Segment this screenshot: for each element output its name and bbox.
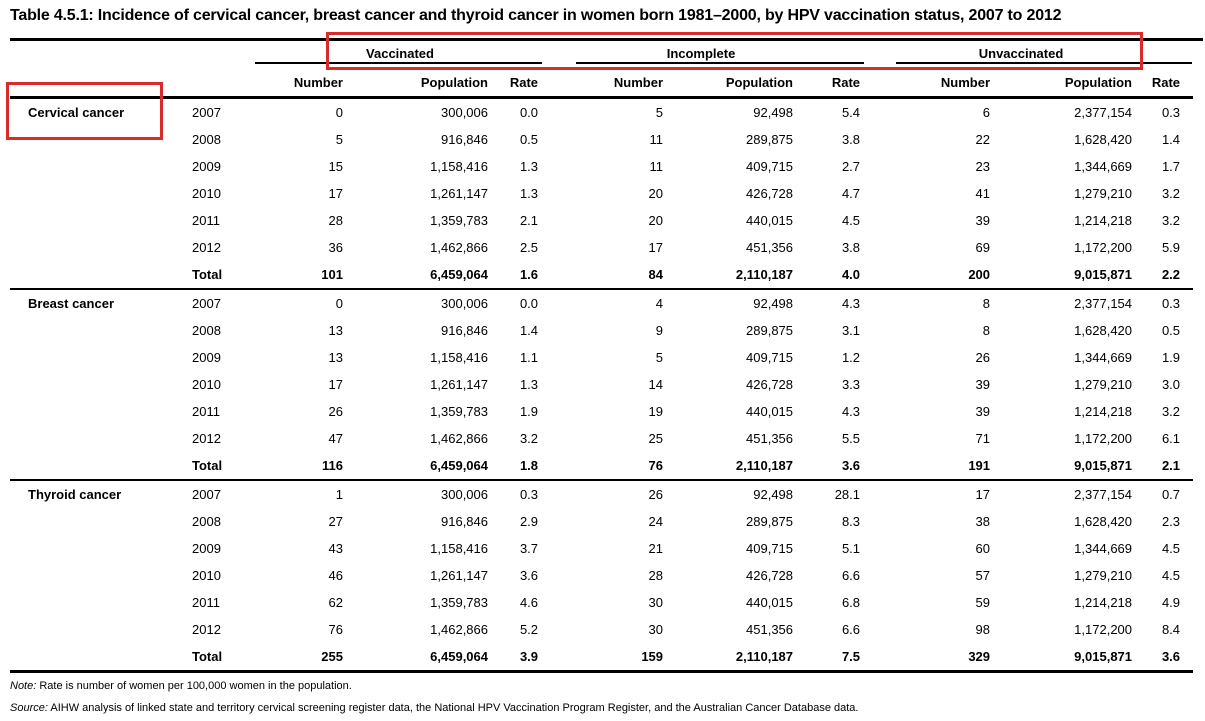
value-cell: 426,728 <box>746 568 794 583</box>
value-cell: 440,015 <box>746 595 794 610</box>
value-cell: 440,015 <box>746 213 794 228</box>
value-cell: 1.9 <box>519 404 539 419</box>
table-row <box>10 317 1193 344</box>
group-header-spacer <box>10 42 260 64</box>
value-cell: 5.4 <box>841 105 861 120</box>
value-cell: 0 <box>260 289 345 317</box>
col-header-vaccinated-number: Number <box>260 64 345 98</box>
incidence-table <box>10 42 1193 673</box>
table-row <box>10 562 1193 589</box>
value-cell: 7.5 <box>795 643 862 672</box>
section-label-cell <box>10 371 165 398</box>
value-cell: 1.8 <box>519 458 539 473</box>
value-cell: 3.6 <box>1134 643 1193 672</box>
value-cell: 1,359,783 <box>430 404 488 419</box>
value-cell: 76 <box>328 622 343 637</box>
period-cell: 2012 <box>192 431 221 446</box>
period-cell: 2012 <box>192 622 221 637</box>
table-row <box>10 452 1193 480</box>
value-cell: 6 <box>982 105 991 120</box>
value-cell: 0.3 <box>490 480 540 508</box>
value-cell: 4.6 <box>519 595 539 610</box>
table-row <box>10 289 1193 317</box>
section-label-cell <box>10 589 165 616</box>
value-cell: 451,356 <box>746 431 794 446</box>
section-label-cell <box>10 643 165 672</box>
value-cell: 5 <box>655 350 664 365</box>
value-cell: 20 <box>648 186 664 201</box>
col-header-incomplete-rate: Rate <box>795 64 862 98</box>
value-cell: 409,715 <box>746 159 794 174</box>
value-cell: 4.0 <box>841 267 861 282</box>
table-row <box>10 371 1193 398</box>
period-cell: 2007 <box>165 480 260 508</box>
value-cell: 1,172,200 <box>1074 240 1133 255</box>
value-cell: 5.9 <box>1161 240 1181 255</box>
period-cell: Total <box>192 458 223 473</box>
value-cell: 1,261,147 <box>430 568 488 583</box>
value-cell: 28 <box>648 568 664 583</box>
period-cell: 2010 <box>192 186 221 201</box>
value-cell: 255 <box>260 643 345 672</box>
value-cell: 1,214,218 <box>1074 595 1133 610</box>
note-text: Rate is number of women per 100,000 women in the population. <box>36 680 352 692</box>
value-cell: 1,214,218 <box>1074 213 1133 228</box>
value-cell: 451,356 <box>746 622 794 637</box>
value-cell: 1.4 <box>519 323 539 338</box>
table-row <box>10 126 1193 153</box>
section-label-cell <box>10 234 165 261</box>
period-cell: 2009 <box>192 541 221 556</box>
value-cell: 3.3 <box>841 377 861 392</box>
value-cell: 3.2 <box>1161 213 1181 228</box>
period-cell: Total <box>192 267 223 282</box>
annotation-box-group-headers <box>326 32 1143 70</box>
table-row <box>10 234 1193 261</box>
value-cell: 3.6 <box>519 568 539 583</box>
value-cell: 2,110,187 <box>665 643 795 672</box>
value-cell: 9,015,871 <box>992 643 1134 672</box>
value-cell: 1,279,210 <box>1074 568 1133 583</box>
table-title: Table 4.5.1: Incidence of cervical cancer, breast cancer and thyroid cancer in women born 1981–2000, by HPV vaccination status, 2007 to 2012 <box>10 7 1062 24</box>
period-cell: 2008 <box>192 514 221 529</box>
value-cell: 1.3 <box>519 377 539 392</box>
value-cell: 5 <box>335 132 343 147</box>
value-cell: 98 <box>975 622 991 637</box>
table-row <box>10 98 1193 127</box>
section-label-cell <box>10 207 165 234</box>
value-cell: 3.2 <box>1161 186 1181 201</box>
value-cell: 60 <box>975 541 991 556</box>
period-cell: 2010 <box>192 568 221 583</box>
source-text: AIHW analysis of linked state and territory cervical screening register data, the National HPV Vaccination Program Register, and the Australian Cancer Database data. <box>47 702 859 714</box>
period-cell: 2011 <box>192 404 220 419</box>
value-cell: 11 <box>649 159 664 174</box>
value-cell: 200 <box>968 267 991 282</box>
value-cell: 6,459,064 <box>430 458 488 473</box>
value-cell: 5 <box>655 105 664 120</box>
group-header-unvaccinated: Unvaccinated <box>978 45 1064 61</box>
table-row <box>10 153 1193 180</box>
value-cell: 4.5 <box>1161 541 1181 556</box>
value-cell: 2.7 <box>841 159 861 174</box>
value-cell: 69 <box>975 240 991 255</box>
value-cell: 3.9 <box>490 643 540 672</box>
value-cell: 1,344,669 <box>1074 541 1133 556</box>
group-header-incomplete: Incomplete <box>666 45 736 61</box>
value-cell: 4.9 <box>1161 595 1181 610</box>
value-cell: 36 <box>328 240 343 255</box>
value-cell: 15 <box>328 159 343 174</box>
value-cell: 289,875 <box>746 514 794 529</box>
value-cell: 1,359,783 <box>430 595 488 610</box>
table-row <box>10 207 1193 234</box>
col-header-vaccinated-population: Population <box>345 64 490 98</box>
value-cell: 3.8 <box>841 240 861 255</box>
value-cell: 26 <box>975 350 991 365</box>
table-row <box>10 425 1193 452</box>
note-line <box>10 680 352 692</box>
value-cell: 84 <box>648 267 664 282</box>
value-cell: 30 <box>648 595 664 610</box>
period-cell: 2009 <box>192 350 221 365</box>
value-cell: 2,377,154 <box>992 480 1134 508</box>
value-cell: 1,344,669 <box>1074 159 1133 174</box>
value-cell: 1.6 <box>519 267 539 282</box>
value-cell: 0.0 <box>519 105 539 120</box>
value-cell: 0 <box>335 105 343 120</box>
section-label-cell <box>10 616 165 643</box>
table-row <box>10 535 1193 562</box>
value-cell: 38 <box>975 514 991 529</box>
value-cell: 101 <box>321 267 343 282</box>
value-cell: 6,459,064 <box>345 643 490 672</box>
value-cell: 76 <box>648 458 664 473</box>
value-cell: 27 <box>328 514 343 529</box>
value-cell: 1,214,218 <box>1074 404 1133 419</box>
value-cell: 409,715 <box>746 350 794 365</box>
value-cell: 9,015,871 <box>1074 267 1133 282</box>
value-cell: 1,628,420 <box>1074 323 1133 338</box>
value-cell: 17 <box>648 240 664 255</box>
value-cell: 1.3 <box>519 186 539 201</box>
value-cell: 59 <box>975 595 991 610</box>
value-cell: 3.2 <box>1161 404 1181 419</box>
period-cell: 2011 <box>192 213 220 228</box>
value-cell: 3.2 <box>519 431 539 446</box>
section-label-cell <box>10 398 165 425</box>
value-cell: 1.3 <box>519 159 539 174</box>
table-row <box>10 398 1193 425</box>
period-cell: 2007 <box>192 105 221 120</box>
value-cell: 9,015,871 <box>1074 458 1133 473</box>
section-label-cell <box>10 452 165 480</box>
value-cell: 2.2 <box>1161 267 1181 282</box>
value-cell: 1,279,210 <box>1074 186 1133 201</box>
value-cell: 1,359,783 <box>430 213 488 228</box>
period-cell: Total <box>165 643 260 672</box>
value-cell: 300,006 <box>345 289 490 317</box>
value-cell: 4 <box>540 289 665 317</box>
value-cell: 5.5 <box>841 431 861 446</box>
value-cell: 451,356 <box>746 240 794 255</box>
value-cell: 41 <box>975 186 991 201</box>
value-cell: 20 <box>648 213 664 228</box>
value-cell: 159 <box>540 643 665 672</box>
value-cell: 1,628,420 <box>1074 514 1133 529</box>
value-cell: 2.9 <box>519 514 539 529</box>
value-cell: 916,846 <box>441 323 488 338</box>
value-cell: 28 <box>328 213 343 228</box>
value-cell: 1.1 <box>519 350 539 365</box>
value-cell: 1.9 <box>1161 350 1181 365</box>
value-cell: 9 <box>655 323 664 338</box>
value-cell: 26 <box>540 480 665 508</box>
value-cell: 1,158,416 <box>430 541 488 556</box>
value-cell: 1,158,416 <box>430 159 488 174</box>
value-cell: 916,846 <box>441 514 488 529</box>
value-cell: 8.3 <box>841 514 861 529</box>
value-cell: 0.0 <box>490 289 540 317</box>
period-cell: 2009 <box>192 159 221 174</box>
value-cell: 2,110,187 <box>735 458 794 473</box>
value-cell: 116 <box>322 458 343 473</box>
value-cell: 1.7 <box>1161 159 1181 174</box>
section-label-cell: Breast cancer <box>10 289 165 317</box>
value-cell: 329 <box>862 643 992 672</box>
value-cell: 30 <box>648 622 664 637</box>
period-cell: 2011 <box>192 595 220 610</box>
value-cell: 289,875 <box>746 132 794 147</box>
value-cell: 3.1 <box>841 323 861 338</box>
period-cell: 2007 <box>165 289 260 317</box>
value-cell: 2,377,154 <box>992 289 1134 317</box>
value-cell: 916,846 <box>441 132 488 147</box>
value-cell: 1,462,866 <box>430 240 488 255</box>
value-cell: 1,261,147 <box>430 377 488 392</box>
period-cell: 2012 <box>192 240 221 255</box>
value-cell: 1,462,866 <box>430 622 488 637</box>
value-cell: 14 <box>648 377 664 392</box>
value-cell: 1,628,420 <box>1074 132 1133 147</box>
value-cell: 17 <box>328 377 343 392</box>
value-cell: 25 <box>648 431 664 446</box>
value-cell: 13 <box>328 323 343 338</box>
value-cell: 1,344,669 <box>1074 350 1133 365</box>
table-row <box>10 508 1193 535</box>
value-cell: 6,459,064 <box>430 267 488 282</box>
value-cell: 2,110,187 <box>735 267 794 282</box>
value-cell: 19 <box>648 404 664 419</box>
group-header-vaccinated: Vaccinated <box>366 45 434 61</box>
value-cell: 22 <box>975 132 991 147</box>
value-cell: 47 <box>328 431 343 446</box>
table-row <box>10 643 1193 672</box>
value-cell: 3.0 <box>1161 377 1181 392</box>
value-cell: 6.8 <box>841 595 861 610</box>
table-row <box>10 261 1193 289</box>
value-cell: 4.7 <box>841 186 861 201</box>
value-cell: 1,462,866 <box>430 431 488 446</box>
value-cell: 92,498 <box>665 289 795 317</box>
value-cell: 28.1 <box>795 480 862 508</box>
value-cell: 71 <box>975 431 991 446</box>
value-cell: 8 <box>862 289 992 317</box>
value-cell: 1,158,416 <box>430 350 488 365</box>
period-cell: 2010 <box>192 377 221 392</box>
value-cell: 6.1 <box>1161 431 1181 446</box>
section-label-cell <box>10 317 165 344</box>
value-cell: 2.1 <box>519 213 539 228</box>
value-cell: 426,728 <box>746 186 794 201</box>
table-row <box>10 480 1193 508</box>
value-cell: 17 <box>328 186 343 201</box>
col-header-unvaccinated-population: Population <box>992 64 1134 98</box>
value-cell: 24 <box>648 514 664 529</box>
value-cell: 3.8 <box>841 132 861 147</box>
value-cell: 39 <box>975 213 991 228</box>
value-cell: 440,015 <box>746 404 794 419</box>
value-cell: 13 <box>328 350 343 365</box>
value-cell: 5.2 <box>519 622 539 637</box>
value-cell: 26 <box>328 404 343 419</box>
value-cell: 426,728 <box>746 377 794 392</box>
value-cell: 1,172,200 <box>1074 622 1133 637</box>
value-cell: 62 <box>328 595 343 610</box>
value-cell: 3.7 <box>519 541 539 556</box>
note-label: Note: <box>10 680 37 692</box>
value-cell: 39 <box>975 404 991 419</box>
section-label-cell <box>10 535 165 562</box>
value-cell: 4.5 <box>841 213 861 228</box>
value-cell: 2.1 <box>1161 458 1181 473</box>
value-cell: 23 <box>975 159 991 174</box>
section-label-cell <box>10 261 165 289</box>
col-header-unvaccinated-rate: Rate <box>1134 64 1193 98</box>
value-cell: 4.5 <box>1161 568 1181 583</box>
source-label: Source: <box>10 702 48 714</box>
col-header-incomplete-population: Population <box>665 64 795 98</box>
value-cell: 1 <box>260 480 345 508</box>
annotation-box-cervical-cancer <box>6 82 163 140</box>
section-label-cell <box>10 508 165 535</box>
value-cell: 17 <box>862 480 992 508</box>
value-cell: 1,261,147 <box>430 186 488 201</box>
value-cell: 2.3 <box>1161 514 1181 529</box>
value-cell: 2,377,154 <box>1074 105 1133 120</box>
col-header-unvaccinated-number: Number <box>862 64 992 98</box>
value-cell: 289,875 <box>746 323 794 338</box>
source-line <box>10 702 858 714</box>
value-cell: 1,279,210 <box>1074 377 1133 392</box>
value-cell: 43 <box>328 541 343 556</box>
col-header-incomplete-number: Number <box>540 64 665 98</box>
period-cell: 2008 <box>192 323 221 338</box>
value-cell: 191 <box>968 458 991 473</box>
table-row <box>10 589 1193 616</box>
section-label-cell <box>10 180 165 207</box>
table-row <box>10 616 1193 643</box>
value-cell: 39 <box>975 377 991 392</box>
table-row <box>10 344 1193 371</box>
section-label-cell <box>10 344 165 371</box>
value-cell: 6.6 <box>841 622 861 637</box>
value-cell: 5.1 <box>841 541 861 556</box>
value-cell: 1.2 <box>841 350 861 365</box>
value-cell: 409,715 <box>746 541 794 556</box>
value-cell: 0.3 <box>1161 105 1181 120</box>
period-cell: 2008 <box>192 132 221 147</box>
value-cell: 300,006 <box>345 480 490 508</box>
table-row <box>10 180 1193 207</box>
value-cell: 4.3 <box>841 404 861 419</box>
value-cell: 46 <box>328 568 343 583</box>
value-cell: 8.4 <box>1161 622 1181 637</box>
value-cell: 3.6 <box>841 458 861 473</box>
value-cell: 300,006 <box>441 105 488 120</box>
value-cell: 2.5 <box>519 240 539 255</box>
value-cell: 21 <box>648 541 664 556</box>
value-cell: 6.6 <box>841 568 861 583</box>
value-cell: 57 <box>975 568 991 583</box>
value-cell: 0.5 <box>1161 323 1181 338</box>
value-cell: 1,172,200 <box>1074 431 1133 446</box>
section-label-cell: Cervical cancer <box>28 105 125 120</box>
value-cell: 1.4 <box>1161 132 1181 147</box>
value-cell: 92,498 <box>665 480 795 508</box>
section-label-cell <box>10 425 165 452</box>
value-cell: 11 <box>649 132 664 147</box>
section-label-cell <box>10 562 165 589</box>
value-cell: 0.5 <box>519 132 539 147</box>
value-cell: 4.3 <box>795 289 862 317</box>
section-label-cell <box>10 153 165 180</box>
value-cell: 8 <box>982 323 991 338</box>
value-cell: 0.7 <box>1134 480 1193 508</box>
section-label-cell: Thyroid cancer <box>10 480 165 508</box>
value-cell: 0.3 <box>1134 289 1193 317</box>
value-cell: 92,498 <box>753 105 794 120</box>
col-header-vaccinated-rate: Rate <box>490 64 540 98</box>
